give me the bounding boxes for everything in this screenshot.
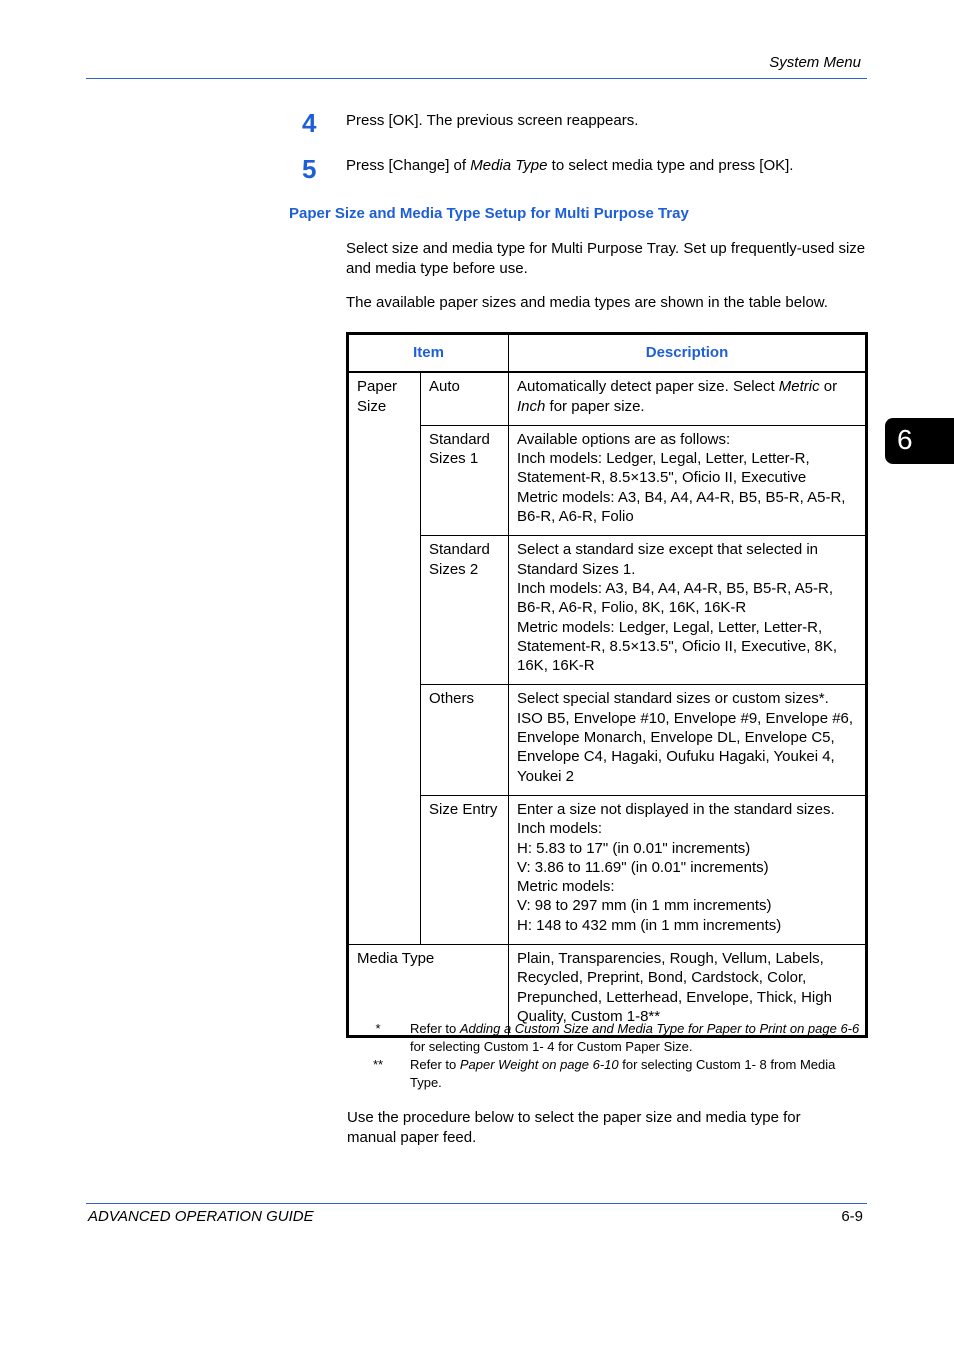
table-intro: The available paper sizes and media types are shown in the table below. <box>346 294 828 311</box>
row-item: Others <box>421 685 509 795</box>
section-heading: Paper Size and Media Type Setup for Multi Purpose Tray <box>289 205 689 222</box>
table-header-row <box>348 334 867 373</box>
row-description: Automatically detect paper size. Select Metric or Inch for paper size. <box>509 372 867 425</box>
step-text: Press [OK]. The previous screen reappears. <box>346 112 639 129</box>
paper-size-group-label: Paper Size <box>348 372 421 944</box>
item-column-header: Item <box>348 334 509 373</box>
footnote-mark: ** <box>372 1057 384 1072</box>
section-intro: Select size and media type for Multi Purpose Tray. Set up frequently-used size and media type before use. <box>346 240 866 277</box>
row-description <box>509 536 867 685</box>
description-column-header: Description <box>509 334 867 373</box>
description-line: Select special standard sizes or custom sizes*. ISO B5, Envelope #10, Envelope #9, Envelope #6, Envelope Monarch, Envelope DL, Envelope C5, Envelope C4, Hagaki, Oufuku Hagaki, Youkei 4, Youkei 2 <box>517 690 854 785</box>
chapter-tab: 6 <box>885 418 954 464</box>
closing-paragraph: Use the procedure below to select the paper size and media type for manual paper feed. <box>347 1109 801 1146</box>
row-description <box>509 685 867 795</box>
table-row <box>348 685 867 795</box>
row-description <box>509 795 867 944</box>
footer-rule <box>86 1203 867 1204</box>
row-item: Auto <box>421 372 509 425</box>
description-line: Metric models: A3, B4, A4, A4-R, B5, B5-R, A5-R, B6-R, A6-R, Folio <box>517 488 846 526</box>
header-rule <box>86 78 867 79</box>
media-type-label: Media Type <box>348 945 509 1037</box>
description-line: Metric models: <box>517 878 615 896</box>
description-line: Enter a size not displayed in the standard sizes. <box>517 800 835 818</box>
description-line: Metric models: Ledger, Legal, Letter, Letter-R, Statement-R, 8.5×13.5", Oficio II, Executive, 8K, 16K, 16K-R <box>517 618 838 675</box>
description-line: V: 98 to 297 mm (in 1 mm increments) <box>517 897 772 915</box>
table-row <box>348 795 867 944</box>
description-line: Inch models: <box>517 820 603 838</box>
description-line: H: 148 to 432 mm (in 1 mm increments) <box>517 916 782 934</box>
table-row <box>348 425 867 535</box>
footnote-text: Refer to Adding a Custom Size and Media Type for Paper to Print on page 6-6 for selecting Custom 1- 4 for Custom Paper Size. <box>410 1021 860 1054</box>
description-line: Available options are as follows: <box>517 430 731 448</box>
footnote-mark: * <box>375 1021 381 1036</box>
description-line: Inch models: A3, B4, A4, A4-R, B5, B5-R, A5-R, B6-R, A6-R, Folio, 8K, 16K, 16K-R <box>517 579 833 617</box>
row-item: Standard Sizes 2 <box>421 536 509 685</box>
description-line: Inch models: Ledger, Legal, Letter, Letter-R, Statement-R, 8.5×13.5", Oficio II, Executive <box>517 450 810 487</box>
row-description <box>509 425 867 535</box>
step-number: 4 <box>302 108 317 138</box>
table-row <box>348 536 867 685</box>
row-item: Size Entry <box>421 795 509 944</box>
step-number: 5 <box>302 154 317 184</box>
description-line: H: 5.83 to 17" (in 0.01" increments) <box>517 839 751 857</box>
footnote-text: Refer to Paper Weight on page 6-10 for selecting Custom 1- 8 from Media Type. <box>410 1057 836 1090</box>
description-line: V: 3.86 to 11.69" (in 0.01" increments) <box>517 858 769 876</box>
footnotes <box>346 1020 868 1092</box>
paper-size-media-type-table <box>346 332 868 1038</box>
step-text: Press [Change] of Media Type to select media type and press [OK]. <box>346 157 794 174</box>
page-number: 6-9 <box>841 1208 863 1225</box>
row-item: Standard Sizes 1 <box>421 425 509 535</box>
table-row <box>348 372 867 425</box>
footnote <box>346 1056 868 1092</box>
row-description: Plain, Transparencies, Rough, Vellum, Labels, Recycled, Preprint, Bond, Cardstock, Color, Prepunched, Letterhead, Envelope, Thick, High Quality, Custom 1-8** <box>509 945 867 1037</box>
footer-guide-title: ADVANCED OPERATION GUIDE <box>88 1208 314 1225</box>
footnote <box>346 1020 868 1056</box>
running-header: System Menu <box>769 54 861 71</box>
description-line: Select a standard size except that selected in Standard Sizes 1. <box>517 541 819 578</box>
